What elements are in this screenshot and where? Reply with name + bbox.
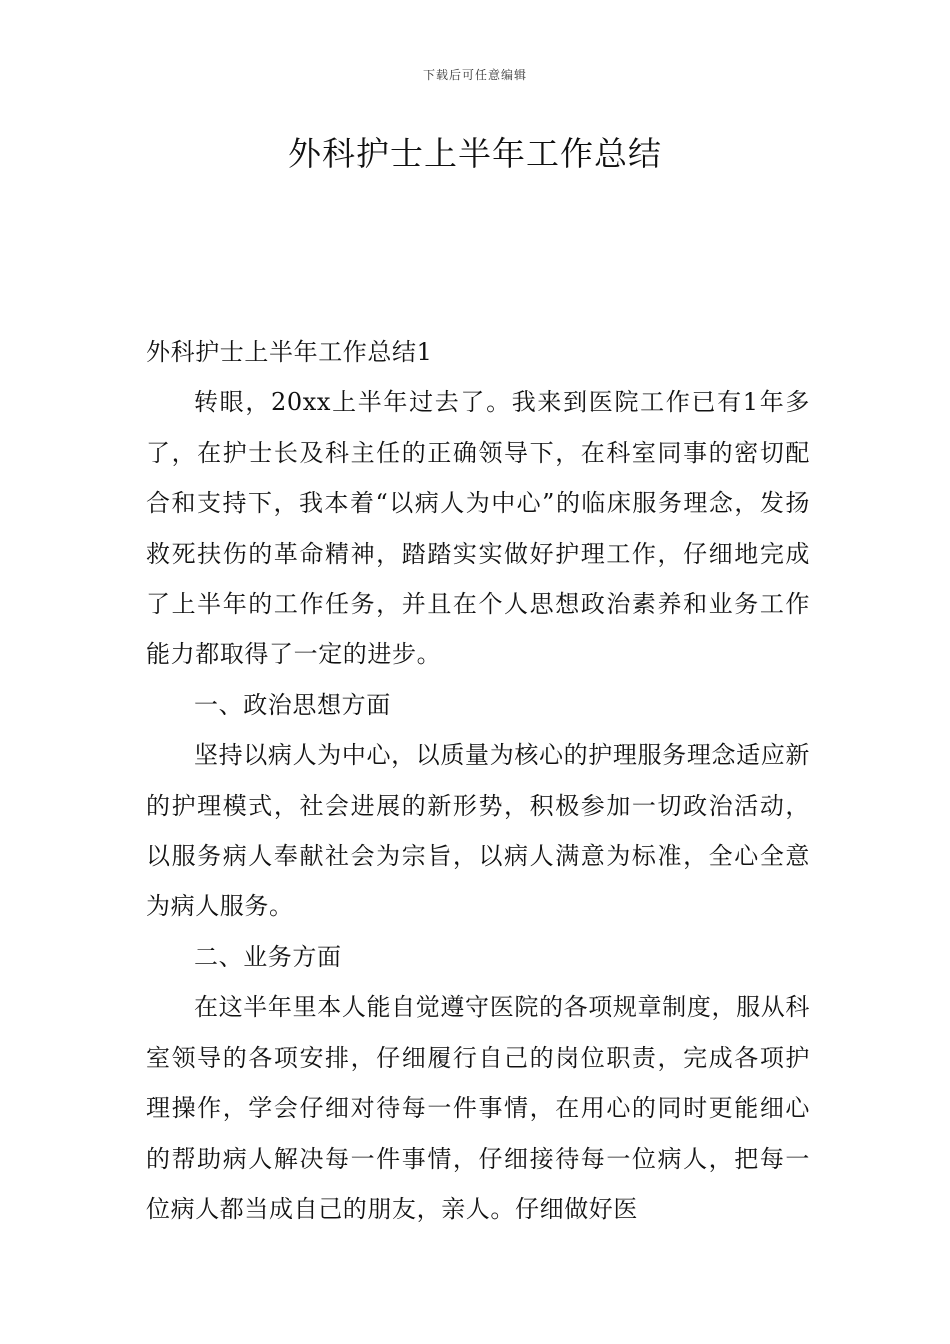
paragraph-political: 坚持以病人为中心，以质量为核心的护理服务理念适应新的护理模式，社会进展的新形势，积极参加一切政治活动，以服务病人奉献社会为宗旨，以病人满意为标准，全心全意为病人服务。 (146, 741, 810, 921)
document-body (146, 327, 810, 1234)
paragraph-business: 在这半年里本人能自觉遵守医院的各项规章制度，服从科室领导的各项安排，仔细履行自己的岗位职责，完成各项护理操作，学会仔细对待每一件事情，在用心的同时更能细心的帮助病人解决每一件事情，仔细接待每一位病人，把每一位病人都当成自己的朋友，亲人。仔细做好医 (146, 993, 810, 1223)
section-heading: 外科护士上半年工作总结1 (146, 338, 433, 366)
subheading-political: 一、政治思想方面 (194, 690, 391, 719)
paragraph-intro: 转眼，20xx上半年过去了。我来到医院工作已有1年多了，在护士长及科主任的正确领导下，在科室同事的密切配合和支持下，我本着“以病人为中心”的临床服务理念，发扬救死扶伤的革命精神，踏踏实实做好护理工作，仔细地完成了上半年的工作任务，并且在个人思想政治素养和业务工作能力都取得了一定的进步。 (146, 388, 810, 669)
document-title: 外科护士上半年工作总结 (288, 134, 662, 173)
subheading-business: 二、业务方面 (194, 942, 342, 971)
header-note: 下载后可任意编辑 (422, 68, 527, 82)
